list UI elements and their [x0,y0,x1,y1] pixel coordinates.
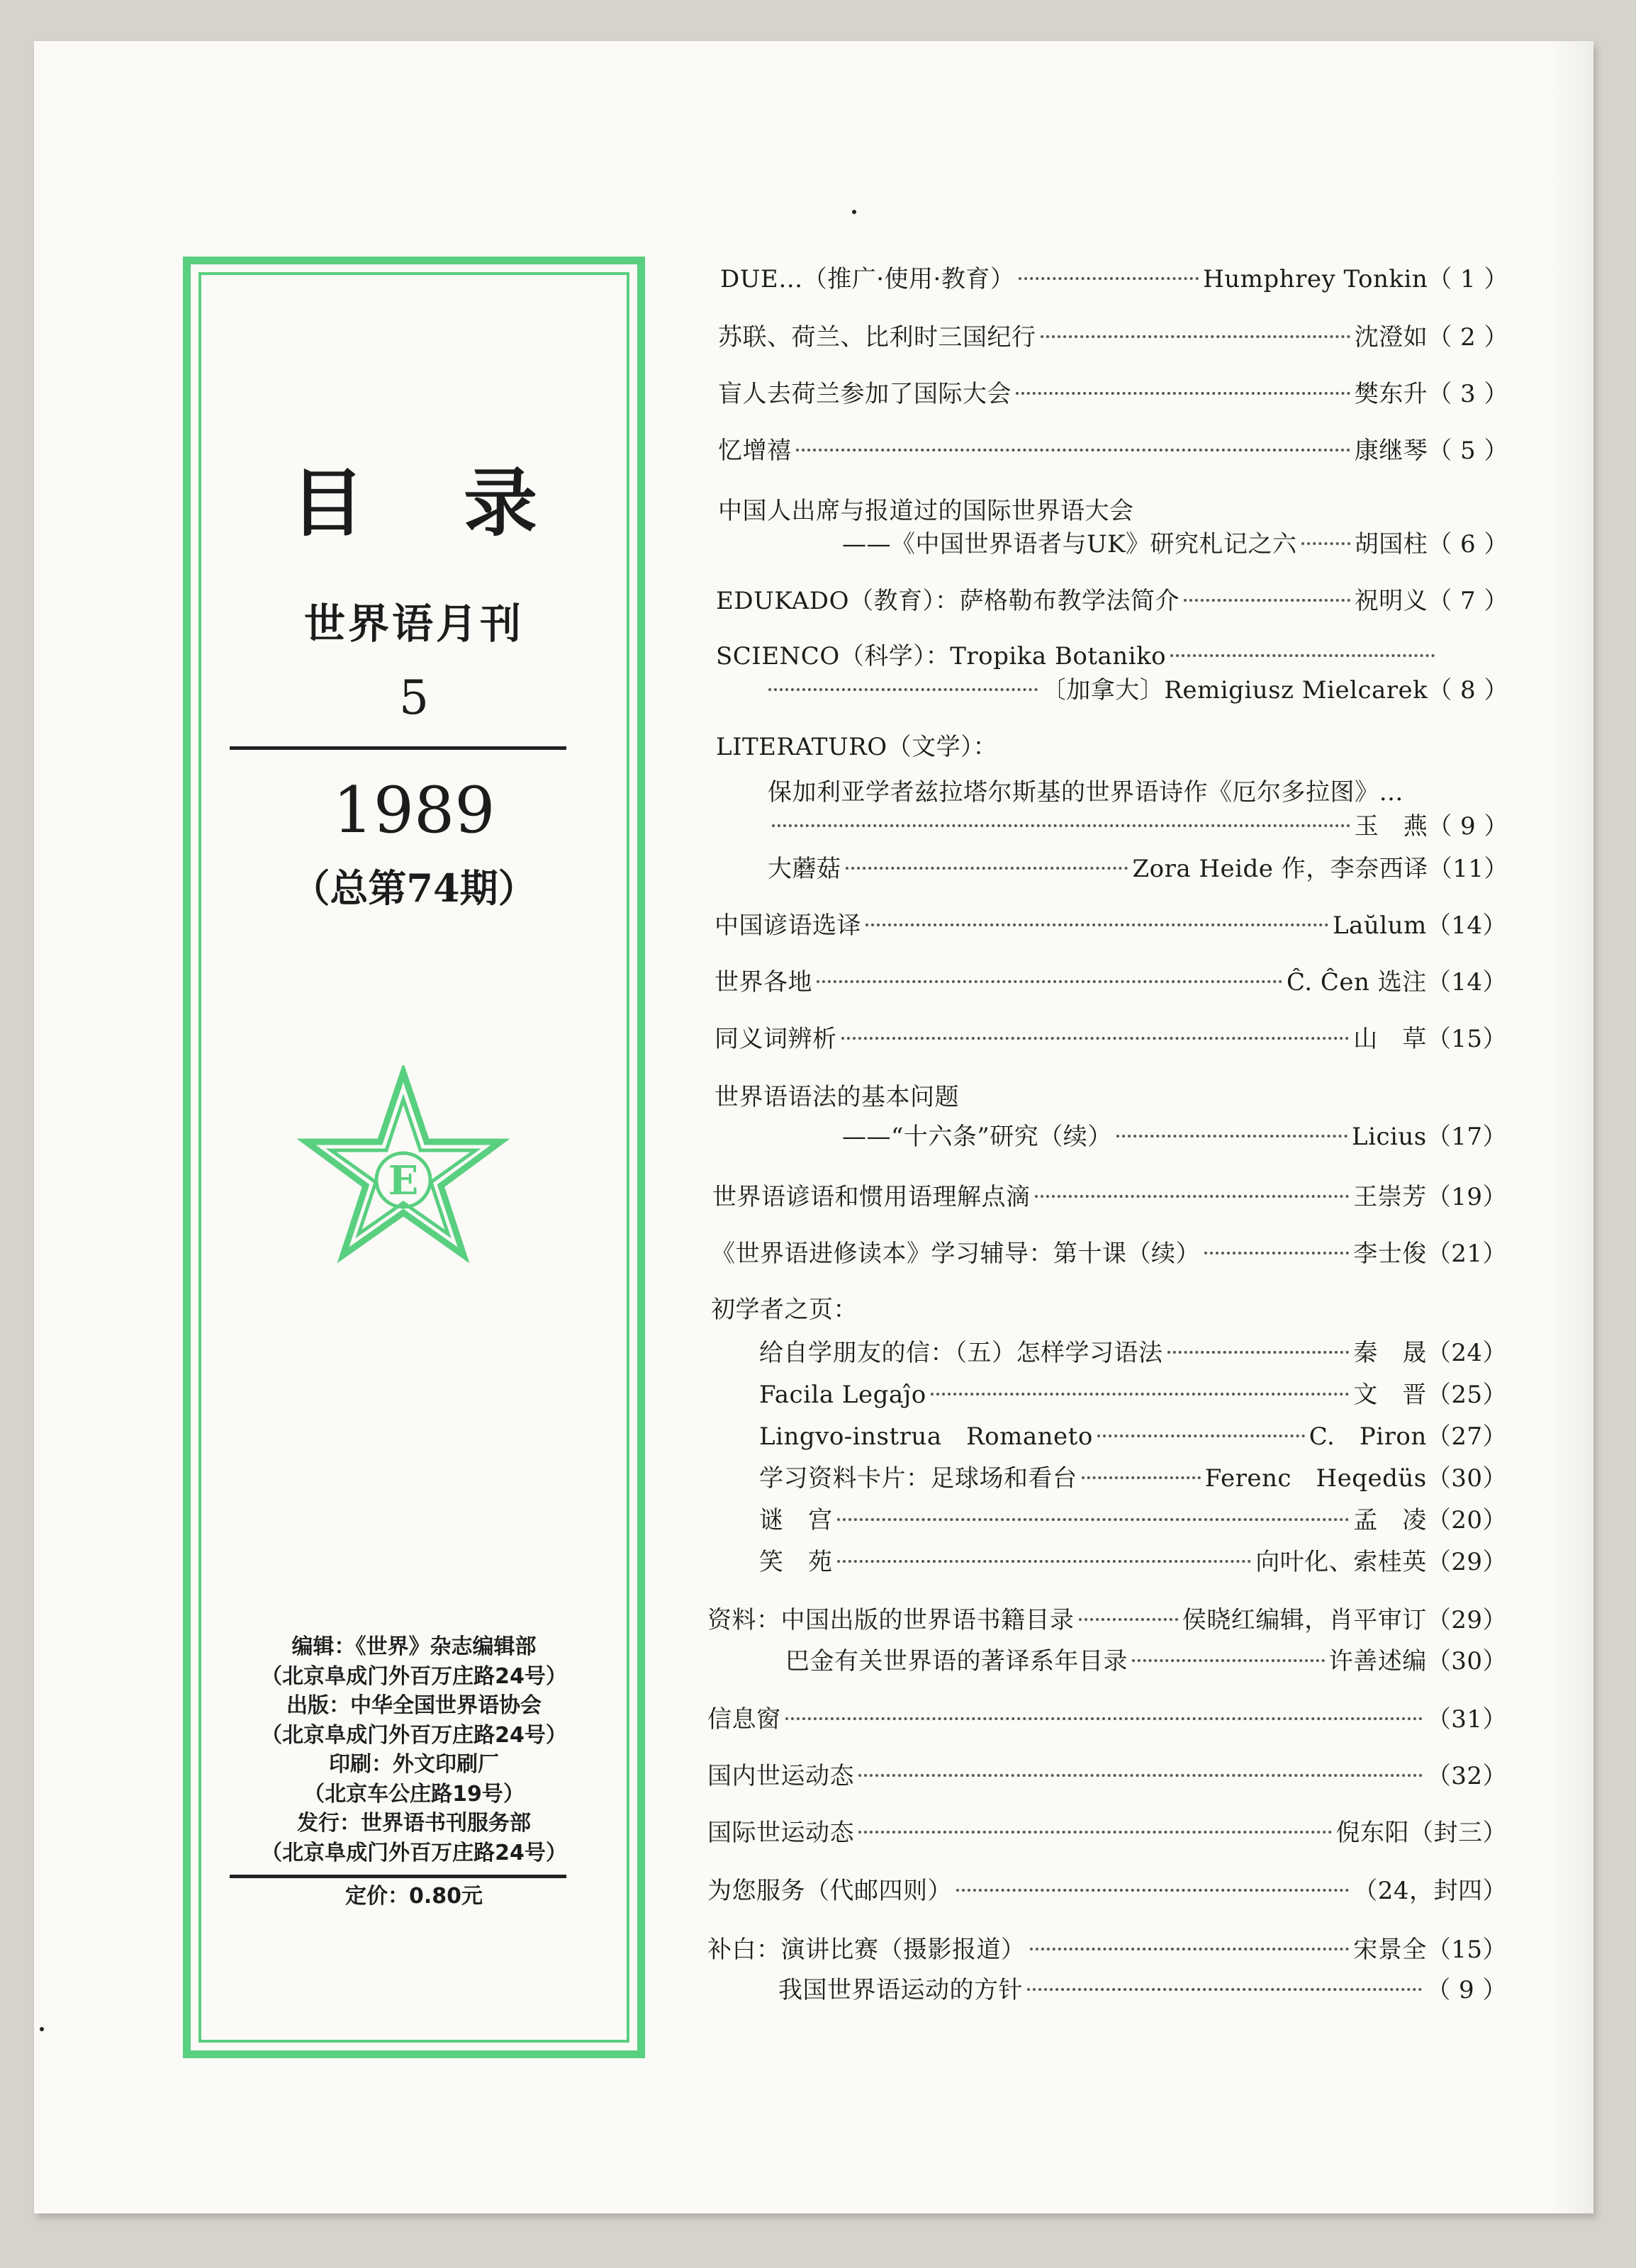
toc-entry[interactable] [707,1871,1507,1906]
toc-title: 大蘑菇 [768,855,841,883]
issue-year: 1989 [332,773,495,848]
toc-author-page: （ 9 ） [1426,1976,1507,2004]
issue-number: 5 [399,670,429,725]
toc-author-page: Licius（17） [1352,1123,1507,1151]
leader-dots [1170,654,1435,657]
esperanto-star-icon [297,1065,510,1278]
leader-dots [796,449,1350,451]
total-issue-number: （总第74期） [291,865,537,911]
toc-entry[interactable] [842,1117,1507,1152]
toc-author-page: 侯晓红编辑，肖平审订（29） [1182,1606,1507,1634]
divider [230,746,566,750]
imprint-line: （北京阜成门外百万庄路24号） [261,1722,567,1748]
imprint-block [191,1632,637,1868]
print-speck [40,2027,44,2031]
toc-entry[interactable] [759,1542,1507,1577]
leader-dots [858,1774,1423,1777]
toc-author-page: 宋景全（15） [1353,1936,1507,1964]
imprint-line: （北京车公庄路19号） [303,1781,525,1807]
toc-author-page: （24，封四） [1353,1877,1507,1905]
leader-dots [837,1560,1252,1563]
toc-entry[interactable] [842,524,1508,559]
toc-title: 我国世界语运动的方针 [778,1976,1023,2004]
toc-entry[interactable] [715,1019,1507,1054]
toc-entry[interactable] [707,1700,1507,1734]
toc-author-page: 王崇芳（19） [1353,1183,1507,1211]
toc-title: EDUKADO（教育）：萨格勒布教学法简介 [716,587,1180,615]
toc-author-page: 李士俊（21） [1353,1240,1507,1268]
leader-dots [1184,599,1350,602]
toc-author-page: 胡国柱（ 6 ） [1354,530,1508,558]
toc-heading[interactable]: 世界语语法的基本问题 [715,1083,959,1111]
toc-entry[interactable] [759,1459,1507,1493]
leader-dots [1082,1476,1201,1479]
leader-dots [931,1393,1350,1396]
toc-author-page: Humphrey Tonkin（ 1 ） [1203,265,1508,293]
leader-dots [1041,335,1350,338]
toc-entry[interactable] [707,1930,1507,1965]
toc-title: 忆增禧 [718,437,792,465]
price: 定价：0.80元 [344,1884,483,1909]
toc-title: 国内世运动态 [707,1762,854,1790]
toc-author-page: 玉 燕（ 9 ） [1354,812,1508,841]
leader-dots [785,1717,1423,1720]
toc-entry[interactable] [707,1813,1507,1848]
magazine-name: 世界语月刊 [303,600,524,648]
toc-title: ——“十六条”研究（续） [842,1123,1112,1151]
leader-dots [1035,1195,1350,1198]
toc-entry[interactable] [718,318,1508,352]
toc-title: 补白：演讲比赛（摄影报道） [707,1936,1026,1964]
leader-dots [772,824,1350,827]
toc-entry[interactable] [715,906,1507,941]
star-letter: E [388,1157,419,1204]
toc-title: 世界各地 [715,968,812,997]
toc-author-page: 许善述编（30） [1328,1647,1507,1675]
imprint-line: 发行：世界语书刊服务部 [297,1811,531,1836]
contents-heading: 目录 [290,460,637,546]
toc-title: 笑 苑 [759,1548,833,1576]
leader-dots [841,1037,1350,1040]
toc-author-page: 文 晋（25） [1353,1381,1507,1409]
imprint-line: 印刷：外文印刷厂 [329,1752,499,1777]
toc-title: 给自学朋友的信：（五）怎样学习语法 [759,1339,1163,1367]
toc-author-page: 孟 凌（20） [1353,1506,1507,1534]
leader-dots [837,1518,1350,1521]
toc-title: 苏联、荷兰、比利时三国纪行 [718,323,1036,352]
toc-title: Lingvo-instrua Romaneto [759,1422,1093,1451]
toc-entry[interactable] [716,581,1508,616]
toc-author-page: Laŭlum（14） [1332,911,1507,940]
toc-entry[interactable] [712,1177,1507,1212]
toc-entry[interactable] [720,259,1508,294]
toc-author-page: 樊东升（ 3 ） [1354,380,1508,408]
toc-title: 资料：中国出版的世界语书籍目录 [707,1606,1075,1634]
toc-entry[interactable] [759,1500,1507,1535]
toc-title: 为您服务（代邮四则） [707,1877,952,1905]
toc-author-page: 山 草（15） [1353,1025,1507,1053]
toc-title: Facila Legaĵo [759,1381,926,1409]
toc-title: 《世界语进修读本》学习辅导：第十课（续） [711,1240,1200,1268]
toc-title: DUE…（推广·使用·教育） [720,265,1015,293]
toc-entry[interactable] [785,1641,1507,1676]
toc-author-page: Ĉ. Ĉen 选注（14） [1286,968,1507,997]
print-speck [852,210,856,214]
toc-entry[interactable] [715,962,1507,997]
toc-entry[interactable] [718,431,1508,466]
toc-entry[interactable] [759,1417,1507,1452]
toc-author-page: 沈澄如（ 2 ） [1354,323,1508,352]
leader-dots [1167,1351,1350,1354]
leader-dots [1030,1948,1350,1950]
toc-author-page: 〔加拿大〕Remigiusz Mielcarek（ 8 ） [1041,676,1508,704]
toc-author-page: Ferenc Heqedüs（30） [1204,1464,1507,1493]
leader-dots [1079,1618,1178,1621]
leader-dots [1019,277,1199,280]
toc-author-page: C. Piron（27） [1309,1422,1507,1451]
toc-title: 同义词辨析 [715,1025,837,1053]
imprint-line: 编辑：《世界》杂志编辑部 [291,1634,537,1659]
leader-dots [1027,1988,1422,1991]
toc-entry[interactable] [716,636,1439,671]
toc-author-page: （32） [1426,1762,1507,1790]
title-panel [183,257,645,2058]
toc-title: ——《中国世界语者与UK》研究札记之六 [842,530,1297,558]
leader-dots [1016,392,1350,395]
toc-entry[interactable] [778,1970,1507,2005]
leader-dots [865,924,1328,926]
toc-entry[interactable] [718,374,1508,409]
toc-heading[interactable]: 初学者之页： [711,1296,858,1324]
toc-entry[interactable] [759,1333,1507,1368]
toc-heading[interactable]: 中国人出席与报道过的国际世界语大会 [718,497,1134,525]
toc-title: 盲人去荷兰参加了国际大会 [718,380,1012,408]
leader-dots [1097,1435,1305,1437]
toc-author-page: 倪东阳（封三） [1335,1819,1507,1847]
toc-title: 世界语谚语和惯用语理解点滴 [712,1183,1031,1211]
leader-dots [858,1831,1332,1834]
toc-entry[interactable] [759,1375,1507,1410]
toc-author-page: 秦 晟（24） [1353,1339,1507,1367]
leader-dots [768,688,1038,691]
toc-entry[interactable] [768,849,1508,884]
leader-dots [1116,1135,1348,1138]
toc-title: 国际世运动态 [707,1819,854,1847]
toc-title: 中国谚语选译 [715,911,861,940]
contents-page [34,41,1593,2213]
leader-dots [1132,1659,1325,1662]
toc-entry[interactable] [768,807,1508,841]
leader-dots [846,867,1128,870]
toc-author-page: 祝明义（ 7 ） [1354,587,1508,615]
toc-author-page: 向叶化、索桂英（29） [1255,1548,1507,1576]
toc-title: 巴金有关世界语的著译系年目录 [785,1647,1128,1675]
toc-heading[interactable]: LITERATURO（文学）： [716,733,998,761]
imprint-line: （北京阜成门外百万庄路24号） [261,1840,567,1865]
toc-author-page: 康继琴（ 5 ） [1354,437,1508,465]
imprint-line: （北京阜成门外百万庄路24号） [261,1663,567,1689]
leader-dots [956,1889,1349,1892]
toc-entry[interactable] [707,1600,1507,1635]
toc-heading[interactable]: 保加利亚学者兹拉塔尔斯基的世界语诗作《厄尔多拉图》… [768,778,1404,807]
toc-author-page: Zora Heide 作，李奈西译（11） [1132,855,1508,883]
toc-entry[interactable] [711,1234,1507,1269]
toc-title: 谜 宫 [759,1506,833,1534]
leader-dots [1204,1252,1349,1254]
toc-entry[interactable] [707,1756,1507,1791]
toc-entry[interactable] [764,670,1508,705]
leader-dots [817,980,1282,983]
leader-dots [1301,542,1350,545]
toc-title: 信息窗 [707,1705,781,1734]
toc-title: SCIENCO（科学）：Tropika Botaniko [716,642,1167,670]
toc-title: 学习资料卡片：足球场和看台 [759,1464,1077,1493]
imprint-line: 出版：中华全国世界语协会 [286,1693,542,1718]
toc-author-page: （31） [1426,1705,1507,1734]
